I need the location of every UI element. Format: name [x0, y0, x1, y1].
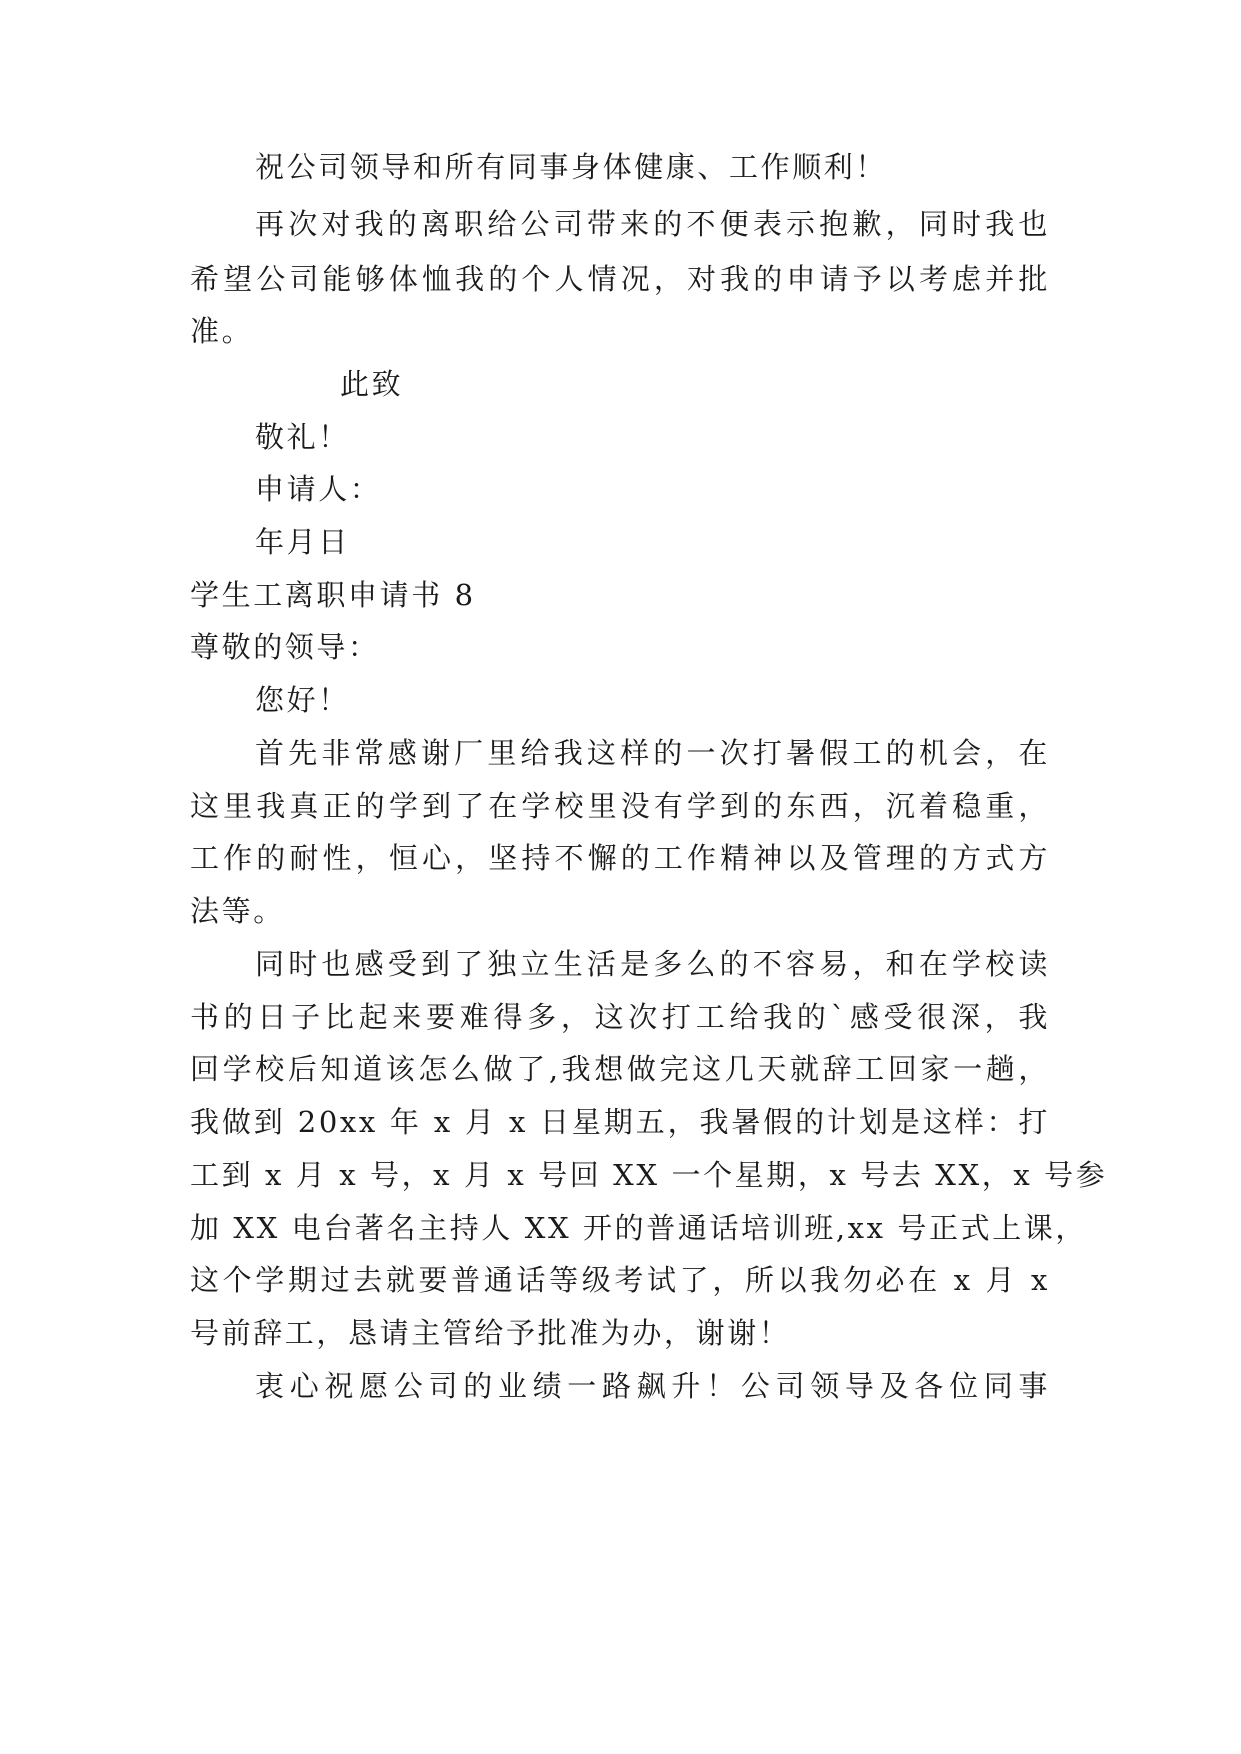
text-line: 这个学期过去就要普通话等级考试了，所以我勿必在 x 月 x [190, 1263, 1050, 1297]
applicant-label: 申请人： [255, 472, 382, 506]
section-title: 学生工离职申请书 8 [190, 578, 476, 612]
closing-salutation: 此致 [340, 367, 404, 401]
text-line: 希望公司能够体恤我的个人情况，对我的申请予以考虑并批 [190, 262, 1050, 296]
closing-regards: 敬礼！ [255, 420, 350, 454]
text-line: 书的日子比起来要难得多，这次打工给我的`感受很深，我 [190, 1000, 1050, 1034]
text-line: 工作的耐性，恒心，坚持不懈的工作精神以及管理的方式方 [190, 841, 1050, 875]
text-line: 同时也感受到了独立生活是多么的不容易，和在学校读 [255, 947, 1050, 981]
text-line: 首先非常感谢厂里给我这样的一次打暑假工的机会，在 [255, 736, 1050, 770]
greeting: 您好！ [255, 683, 350, 717]
text-line: 准。 [190, 314, 254, 348]
text-line: 这里我真正的学到了在学校里没有学到的东西，沉着稳重， [190, 789, 1050, 823]
text-line: 号前辞工，恳请主管给予批准为办，谢谢！ [190, 1316, 791, 1350]
text-line: 再次对我的离职给公司带来的不便表示抱歉，同时我也 [255, 207, 1050, 241]
text-line: 衷心祝愿公司的业绩一路飙升！公司领导及各位同事 [255, 1369, 1050, 1403]
text-line: 祝公司领导和所有同事身体健康、工作顺利！ [255, 150, 888, 184]
date-label: 年月日 [255, 525, 350, 559]
text-line: 加 XX 电台著名主持人 XX 开的普通话培训班,xx 号正式上课， [190, 1211, 1088, 1245]
text-line: 我做到 20xx 年 x 月 x 日星期五，我暑假的计划是这样：打 [190, 1105, 1050, 1139]
text-line: 工到 x 月 x 号，x 月 x 号回 XX 一个星期，x 号去 XX，x 号参 [190, 1158, 1108, 1192]
text-line: 法等。 [190, 894, 285, 928]
text-line: 回学校后知道该怎么做了,我想做完这几天就辞工回家一趟， [190, 1052, 1050, 1086]
greeting-addressee: 尊敬的领导： [190, 630, 380, 664]
